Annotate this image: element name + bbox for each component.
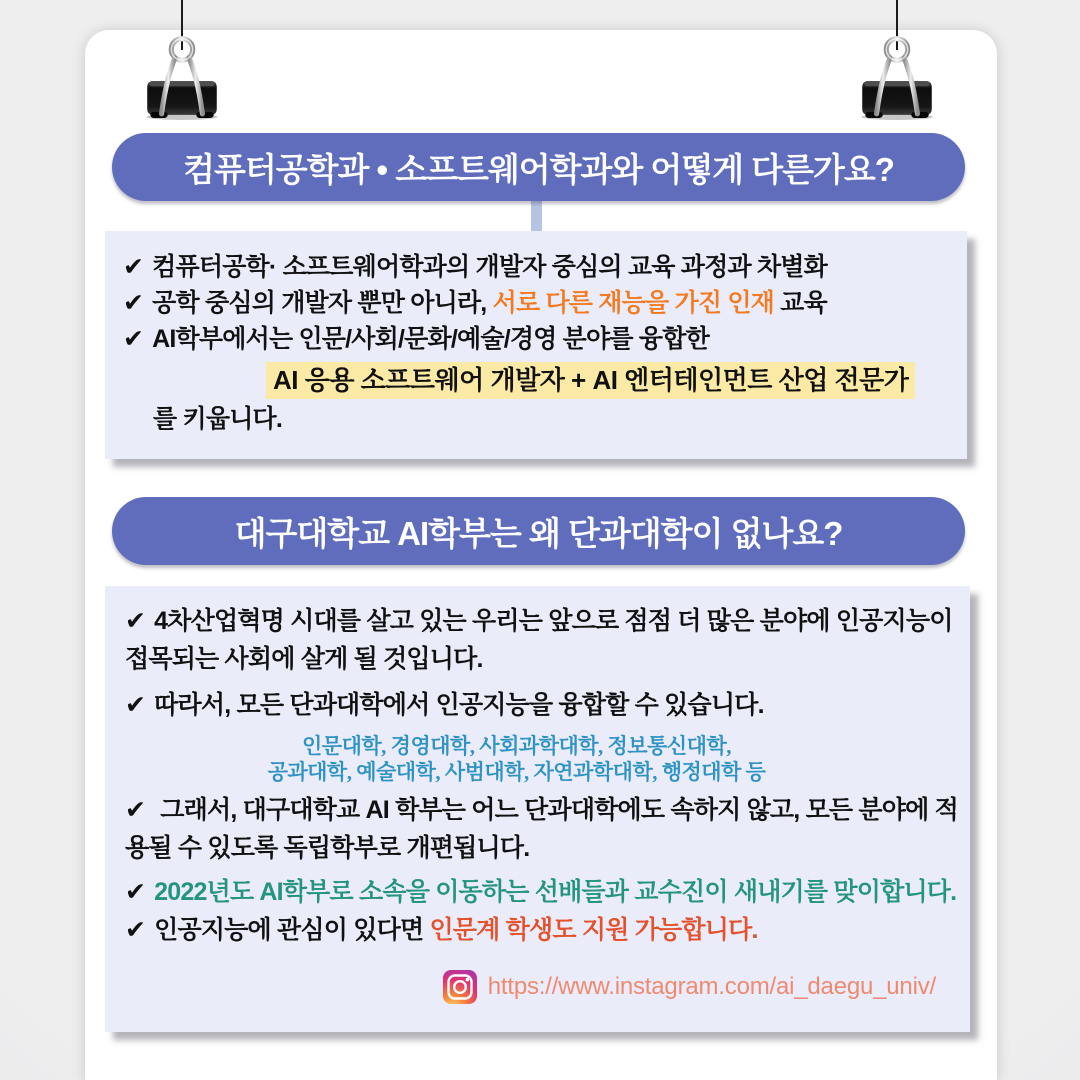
list-item: [125, 791, 958, 829]
check-icon: ✔: [125, 878, 146, 906]
bullet-text: 그래서, 대구대학교 AI 학부는 어느 단과대학에도 속하지 않고, 모든 분야에 적: [154, 796, 958, 824]
bullet-text-bold: 독립학부로: [283, 834, 401, 862]
bullet-text: 4차산업혁명 시대를 살고 있는 우리는 앞으로 점점 더 많은 분야에 인공지능이: [154, 607, 953, 635]
list-item: [125, 602, 953, 640]
check-icon: ✔: [125, 796, 146, 824]
list-item-continuation: [125, 640, 948, 678]
list-item-continuation: [125, 829, 948, 867]
college-list-line2: 공과대학, 예술대학, 사범대학, 자연과학대학, 행정대학 등: [267, 760, 766, 784]
bullet-text: 컴퓨터공학· 소프트웨어학과의 개발자 중심의 교육 과정과 차별화: [152, 253, 828, 281]
instagram-row: [125, 969, 936, 1005]
binder-clip-icon: [857, 30, 937, 120]
bullet-text-accent: 서로 다른 재능을 가진 인재: [492, 289, 775, 317]
binder-clip-icon: [142, 30, 222, 120]
bullet-text: 용될 수 있도록: [125, 834, 284, 862]
instagram-url-link[interactable]: https://www.instagram.com/ai_daegu_univ/: [487, 973, 936, 1000]
bullet-text: 따라서, 모든 단과대학에서 인공지능을 융합할 수 있습니다.: [154, 691, 764, 719]
list-item: [123, 249, 947, 285]
section2-title: 대구대학교 AI학부는 왜 단과대학이 없나요?: [234, 514, 843, 552]
list-item: [123, 321, 947, 357]
bullet-text: 공학 중심의 개발자 뿐만 아니라,: [152, 289, 493, 317]
check-icon: ✔: [125, 607, 146, 635]
section1-panel: [105, 231, 967, 459]
instagram-icon: [442, 969, 478, 1005]
banner-connector: [531, 201, 542, 232]
bullet-text: 교육: [774, 289, 827, 317]
section2-panel: [105, 586, 970, 1032]
bullet-text-accent: 인문계 학생도 지원 가능합니다.: [429, 916, 758, 944]
bullet-text: 인공지능에 관심이 있다면: [154, 916, 430, 944]
highlighted-text: AI 응용 소프트웨어 개발자 + AI 엔터테인먼트 산업 전문가: [266, 362, 915, 399]
highlighted-line: [266, 363, 947, 398]
bullet-text: AI학부에서는 인문/사회/문화/예술/경영 분야를 융합한: [152, 325, 709, 353]
section1-title: 컴퓨터공학과 • 소프트웨어학과와 어떻게 다른가요?: [183, 150, 894, 188]
check-icon: ✔: [123, 325, 144, 353]
list-item: [125, 873, 957, 911]
bullet-text: 개편됩니다.: [400, 834, 530, 862]
bullet-text-green: 2022년도 AI학부로 소속을 이동하는 선배들과 교수진이 새내기를 맞이합니다.: [154, 878, 957, 906]
list-item: [125, 911, 948, 949]
section1-title-banner: [112, 133, 965, 201]
check-icon: ✔: [125, 916, 146, 944]
college-list-line1: 인문대학, 경영대학, 사회과학대학, 정보통신대학,: [302, 734, 731, 758]
bullet-text: 접목되는 사회에 살게 될 것입니다.: [125, 645, 483, 673]
college-list: [125, 733, 908, 785]
check-icon: ✔: [123, 289, 144, 317]
check-icon: ✔: [123, 253, 144, 281]
tail-text: 를 키웁니다.: [153, 405, 283, 433]
list-item: [123, 285, 947, 321]
section2-title-banner: [112, 497, 965, 565]
list-item: [125, 686, 948, 724]
check-icon: ✔: [125, 691, 146, 719]
